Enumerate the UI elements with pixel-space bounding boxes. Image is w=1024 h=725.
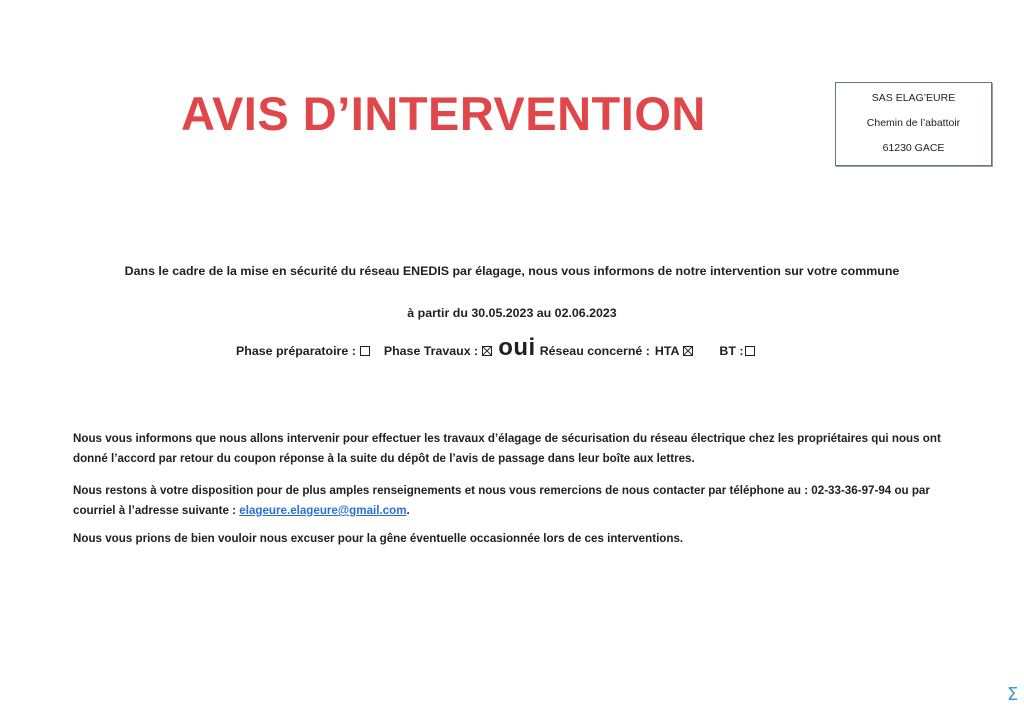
works-phase-checkbox[interactable] <box>482 346 492 356</box>
paragraph-apology: Nous vous prions de bien vouloir nous excuser pour la gêne éventuelle occasionnée lors de ces interventions. <box>73 532 684 545</box>
company-address-box <box>835 82 992 166</box>
paragraph-contact <box>73 481 953 521</box>
email-link[interactable]: elageure.elageure@gmail.com <box>239 504 407 517</box>
hta-label: HTA <box>654 344 680 358</box>
corner-mark-icon: Σ <box>1007 684 1019 705</box>
intervention-dates: à partir du 30.05.2023 au 02.06.2023 <box>407 306 617 320</box>
paragraph-intervention: Nous vous informons que nous allons intervenir pour effectuer les travaux d’élagage de sécurisation du réseau électrique chez les propriétaires qui nous ont donné l’accord par retour du coupon réponse à la suite du dépôt de l’avis de passage dans leur boîte aux lettres. <box>73 432 941 465</box>
preparatory-phase-label: Phase préparatoire : <box>236 344 356 358</box>
bt-checkbox[interactable] <box>745 346 755 356</box>
preparatory-phase-checkbox[interactable] <box>360 346 370 356</box>
bt-label: BT : <box>719 344 744 358</box>
phase-row <box>236 334 755 364</box>
works-phase-value: oui <box>498 334 536 361</box>
page-title: AVIS D’INTERVENTION <box>181 87 706 140</box>
company-city: 61230 GACE <box>882 142 945 155</box>
contact-end: . <box>406 504 410 517</box>
network-label: Réseau concerné : <box>539 344 650 358</box>
company-name: SAS ELAG’EURE <box>871 91 956 104</box>
intro-text: Dans le cadre de la mise en sécurité du réseau ENEDIS par élagage, nous vous informons de notre intervention sur votre commune <box>124 264 900 278</box>
works-phase-label: Phase Travaux : <box>383 344 479 358</box>
company-street: Chemin de l’abattoir <box>866 116 961 129</box>
contact-text: Nous restons à votre disposition pour de plus amples renseignements et nous vous remercions de nous contacter par téléphone au : 02-33-36-97-94 ou par courriel à l’adresse suivante : <box>73 484 930 517</box>
hta-checkbox[interactable] <box>683 346 693 356</box>
